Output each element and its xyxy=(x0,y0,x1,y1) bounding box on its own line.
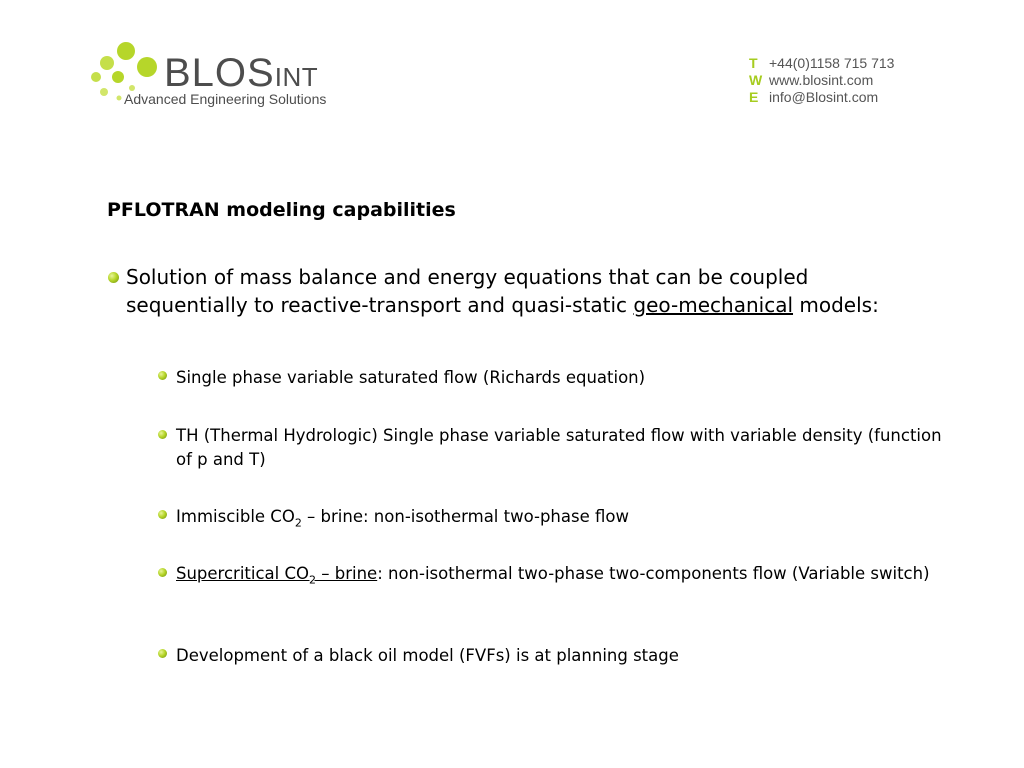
contact-email xyxy=(749,89,894,106)
contact-email-key: E xyxy=(749,89,759,105)
sub-bullet-4 xyxy=(176,562,946,592)
sub-bullet-1: Single phase variable saturated flow (Richards equation) xyxy=(176,368,646,387)
sub-bullet-icon xyxy=(158,430,167,439)
supercritical-co2-link-subscript: 2 xyxy=(309,573,316,587)
contact-web-key: W xyxy=(749,72,763,88)
contact-web-value[interactable]: www.blosint.com xyxy=(769,72,874,88)
contact-phone xyxy=(749,55,894,72)
sub-bullet-icon xyxy=(158,649,167,658)
contact-phone-key: T xyxy=(749,55,758,71)
logo-brand-suffix: INT xyxy=(274,62,319,92)
supercritical-co2-link[interactable] xyxy=(176,564,378,587)
sub-bullet-3-suffix: – brine: non-isothermal two-phase flow xyxy=(301,507,629,526)
sub-bullet-3 xyxy=(176,505,946,535)
main-bullet-after: models: xyxy=(793,293,879,317)
supercritical-co2-link-prefix: Supercritical CO xyxy=(176,564,309,583)
sub-bullet-icon xyxy=(158,510,167,519)
sub-bullet-icon xyxy=(158,371,167,380)
main-bullet-icon xyxy=(108,272,119,283)
sub-bullet-3-subscript: 2 xyxy=(294,516,302,530)
main-bullet-before: Solution of mass balance and energy equations that can be coupled sequentially to reactive-transport and quasi-static xyxy=(126,265,809,317)
sub-bullet-4-suffix: : non-isothermal two-phase two-components flow (Variable switch) xyxy=(377,564,930,583)
sub-bullet-5: Development of a black oil model (FVFs) is at planning stage xyxy=(176,646,679,665)
logo-brand: BLOS xyxy=(164,51,275,95)
contact-phone-value: +44(0)1158 715 713 xyxy=(769,55,895,71)
sub-bullet-3-prefix: Immiscible CO xyxy=(176,507,295,526)
supercritical-co2-link-suffix: – brine xyxy=(316,564,378,583)
contact-web xyxy=(749,72,894,89)
slide-title: PFLOTRAN modeling capabilities xyxy=(107,199,456,221)
company-logo xyxy=(88,40,358,112)
geo-mechanical-link[interactable]: geo-mechanical xyxy=(633,293,794,317)
sub-bullet-2: TH (Thermal Hydrologic) Single phase variable saturated flow with variable density (function of p and T) xyxy=(176,426,942,469)
logo-tagline: Advanced Engineering Solutions xyxy=(124,91,327,107)
contact-email-value[interactable]: info@Blosint.com xyxy=(769,89,879,105)
main-bullet-text xyxy=(126,263,926,319)
sub-bullet-icon xyxy=(158,568,167,577)
contact-info xyxy=(749,55,894,106)
